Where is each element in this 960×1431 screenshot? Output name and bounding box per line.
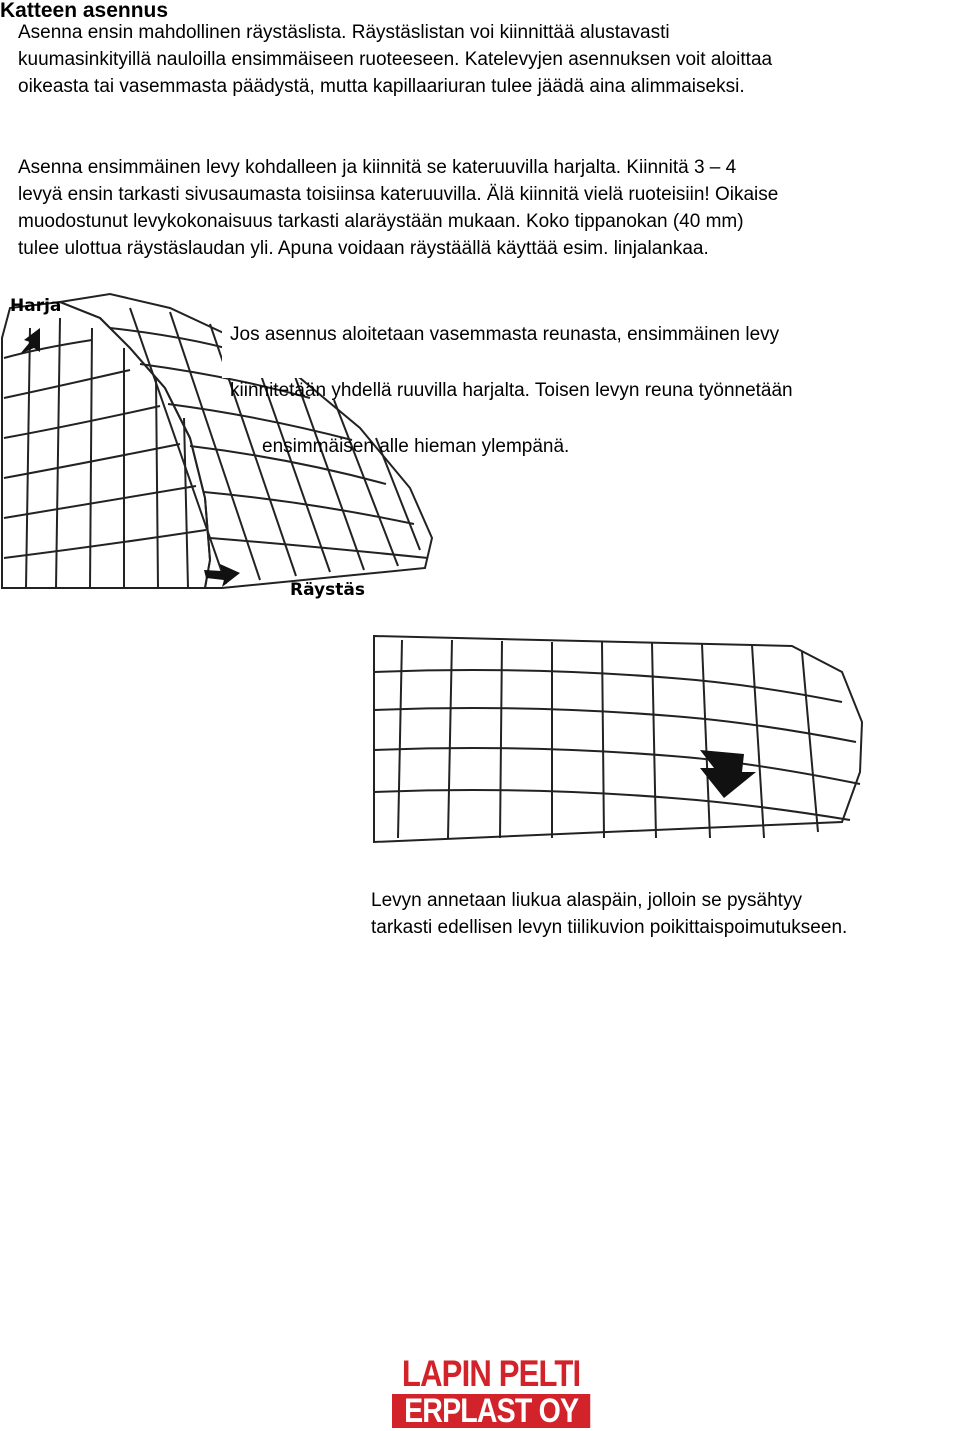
- raystas-label: Räystäs: [290, 580, 365, 600]
- page-title: Katteen asennus: [0, 0, 169, 22]
- figure2-caption: Levyn annetaan liukua alaspäin, jolloin se pysähtyy tarkasti edellisen levyn tiilikuvion poikittaispoimutukseen.: [371, 890, 848, 938]
- logo-line2: ERPLAST OY: [392, 1394, 590, 1428]
- instructions-paragraph: Asenna ensimmäinen levy kohdalleen ja kiinnitä se kateruuvilla harjalta. Kiinnitä 3 – 4 levyä ensin tarkasti sivusaumasta toisiinsa kateruuvilla. Älä kiinnitä vielä ruoteisiin! Oikaise muodostunut levykokonaisuus tarkasti alaräystään mukaan. Koko tippanokan (40 mm) tulee ulottua räystäslaudan yli. Apuna voidaan räystäällä käyttää esim. linjalankaa.: [18, 157, 779, 259]
- logo-line1: LAPIN PELTI: [401, 1353, 581, 1394]
- figure1-caption-line1: Jos asennus aloitetaan vasemmasta reunasta, ensimmäinen levy: [230, 324, 780, 345]
- sheet-slide-figure: [372, 632, 866, 846]
- company-logo: [392, 1353, 590, 1430]
- harja-label: Harja: [10, 296, 62, 316]
- figure1-caption-line2: kiinnitetään yhdellä ruuvilla harjalta. Toisen levyn reuna työnnetään: [230, 380, 793, 401]
- intro-paragraph: Asenna ensin mahdollinen räystäslista. Räystäslistan voi kiinnittää alustavasti kuumasinkityillä nauloilla ensimmäiseen ruoteeseen. Katelevyjen asennuksen voit aloittaa oikeasta tai vasemmasta päädystä, mutta kapillaariuran tulee jäädä aina alimmaiseksi.: [18, 22, 773, 97]
- figure1-caption: [230, 293, 960, 489]
- figure1-caption-line3: ensimmäisen alle hieman ylempänä.: [262, 436, 570, 457]
